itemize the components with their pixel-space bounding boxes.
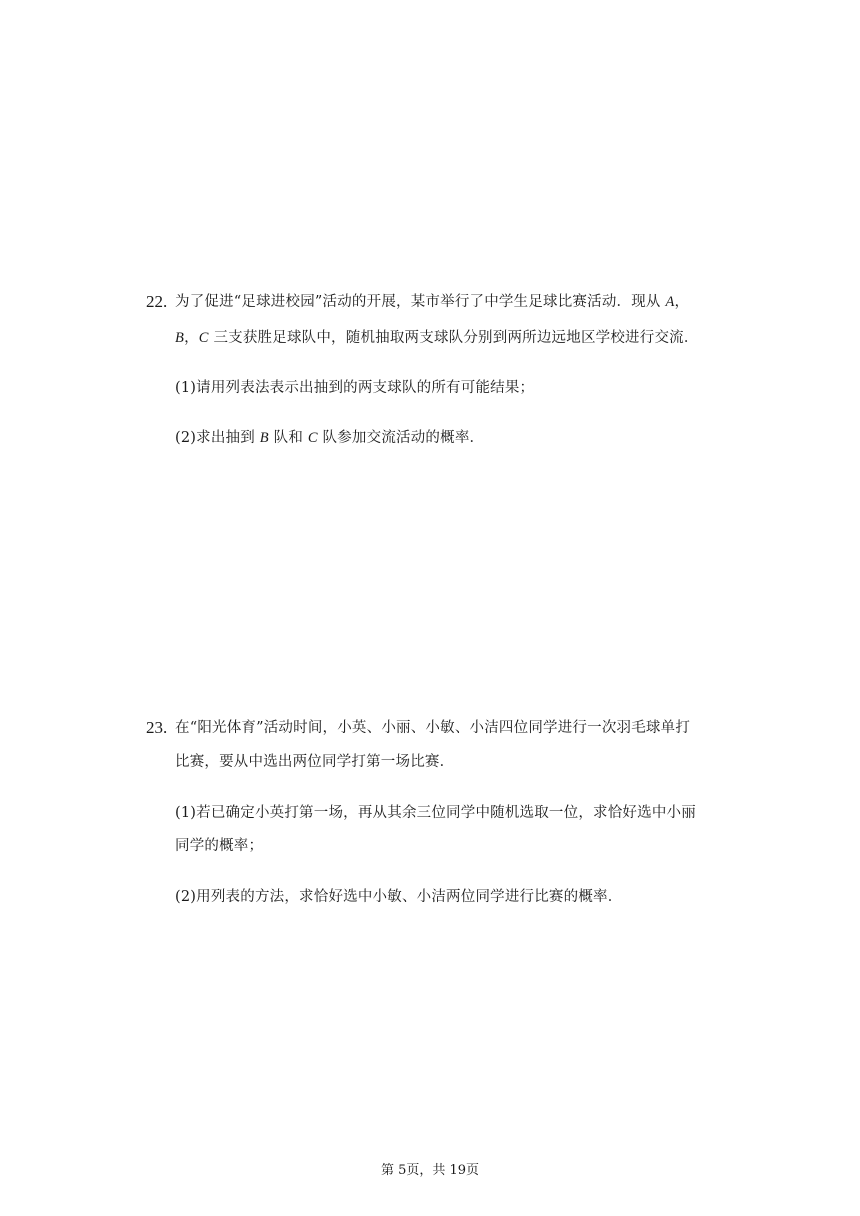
stem-text: 队参加交流活动的概率． [317, 430, 485, 446]
stem-text: 为了促进“足球进校园”活动的开展，某市举行了中学生足球比赛活动．现从 [175, 294, 666, 310]
variable: C [198, 330, 209, 346]
stem-text: (2)求出抽到 [175, 430, 260, 446]
stem-text: 队和 [268, 430, 308, 446]
sub-question-1-continued: 同学的概率； [175, 838, 264, 854]
stem-text: ， [184, 330, 199, 346]
sub-question-1: (1)请用列表法表示出抽到的两支球队的所有可能结果； [175, 380, 535, 396]
question-stem-line [175, 292, 689, 312]
sub-question-2: (2)用列表的方法，求恰好选中小敏、小洁两位同学进行比赛的概率． [175, 889, 623, 905]
page-footer: 第 5页，共 19页 [380, 1163, 480, 1178]
sub-question-2 [175, 428, 484, 448]
question-stem-line: 比赛，要从中选出两位同学打第一场比赛． [175, 754, 455, 770]
question-number: 22. [146, 292, 168, 311]
variable: B [175, 330, 185, 346]
variable: B [259, 430, 269, 446]
sub-question-1: (1)若已确定小英打第一场，再从其余三位同学中随机选取一位，求恰好选中小丽 [175, 805, 696, 821]
question-stem-line: 在“阳光体育”活动时间，小英、小丽、小敏、小洁四位同学进行一次羽毛球单打 [175, 720, 691, 736]
variable: A [665, 294, 675, 310]
stem-text: ， [674, 294, 690, 310]
stem-text: 三支获胜足球队中，随机抽取两支球队分别到两所边远地区学校进行交流． [208, 330, 699, 346]
question-stem-line [175, 328, 699, 348]
question-number: 23. [146, 718, 168, 737]
variable: C [307, 430, 318, 446]
